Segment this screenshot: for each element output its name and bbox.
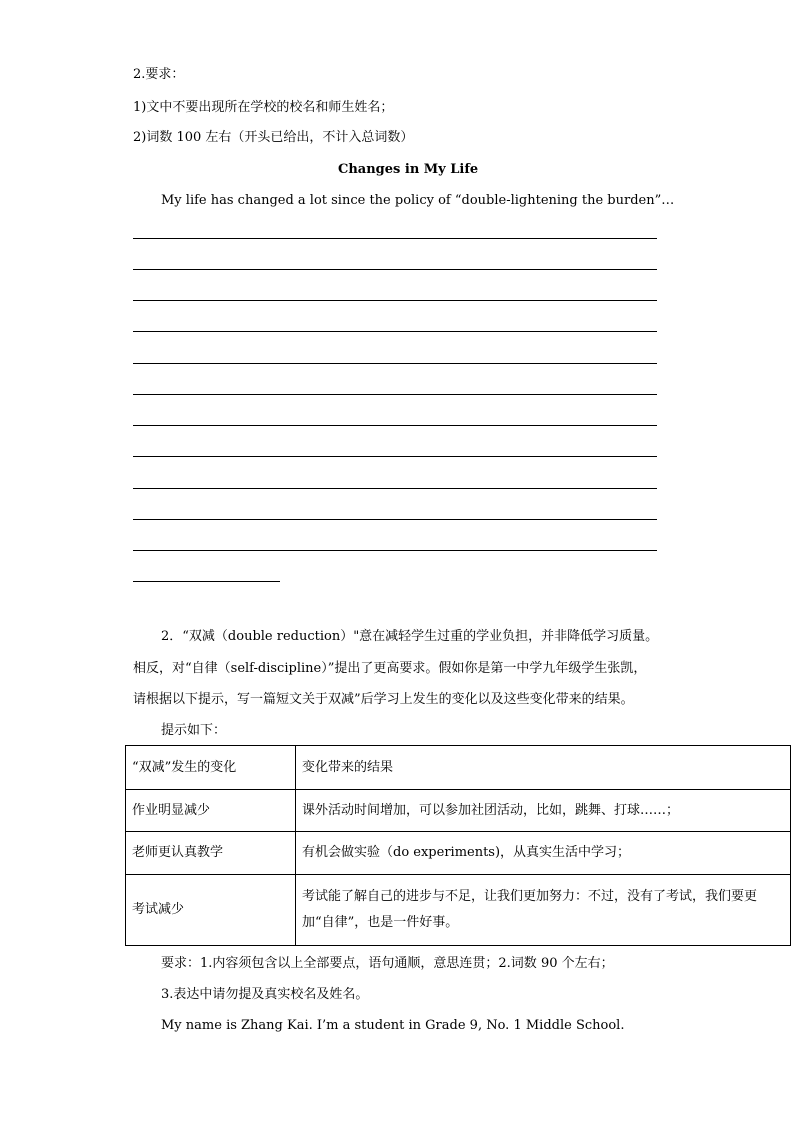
requirement-line-2: 3.表达中请勿提及真实校名及姓名。 [161,987,369,1002]
table-cell: 考试减少 [126,875,296,946]
writing-line [133,269,657,270]
table-cell: 老师更认真教学 [126,832,296,875]
writing-line [133,363,657,364]
table-header-cell: “双减”发生的变化 [126,746,296,790]
requirement-2: 2)词数 100 左右（开头已给出，不计入总词数） [133,130,414,145]
table-cell: 考试能了解自己的进步与不足，让我们更加努力：不过，没有了考试，我们要更加“自律”，也是一件好事。 [296,875,791,946]
essay-opening-2: My name is Zhang Kai. I’m a student in Grade 9, No. 1 Middle School. [161,1018,625,1033]
requirement-line-1: 要求：1.内容须包含以上全部要点，语句通顺，意思连贯；2.词数 90 个左右； [161,956,614,971]
writing-line [133,425,657,426]
table-header-row [126,746,791,790]
question2-para1: 2．“双减（double reduction）"意在减轻学生过重的学业负担，并非降低学习质量。 [161,629,659,644]
table-row [126,832,791,875]
writing-line [133,331,657,332]
question2-para2: 相反，对“自律（self-discipline）”提出了更高要求。假如你是第一中学九年级学生张凯， [133,661,647,676]
essay-opening: My life has changed a lot since the policy of “double-lightening the burden”… [161,193,675,208]
requirements-heading: 2.要求： [133,67,185,82]
question2-para3: 请根据以下提示，写一篇短文关于双减”后学习上发生的变化以及这些变化带来的结果。 [133,692,634,707]
hint-table [125,745,791,946]
writing-line [133,519,657,520]
writing-line [133,300,657,301]
table-cell: 有机会做实验（do experiments)，从真实生活中学习； [296,832,791,875]
table-cell: 课外活动时间增加，可以参加社团活动，比如，跳舞、打球……； [296,790,791,832]
writing-line-short [133,581,280,582]
hint-label: 提示如下： [161,723,227,738]
table-header-cell: 变化带来的结果 [296,746,791,790]
table-row [126,790,791,832]
writing-line [133,394,657,395]
writing-line [133,488,657,489]
table-cell: 作业明显减少 [126,790,296,832]
writing-line [133,550,657,551]
table-row [126,875,791,946]
writing-line [133,238,657,239]
essay-title: Changes in My Life [338,162,479,177]
requirement-1: 1)文中不要出现所在学校的校名和师生姓名； [133,100,394,115]
writing-line [133,456,657,457]
